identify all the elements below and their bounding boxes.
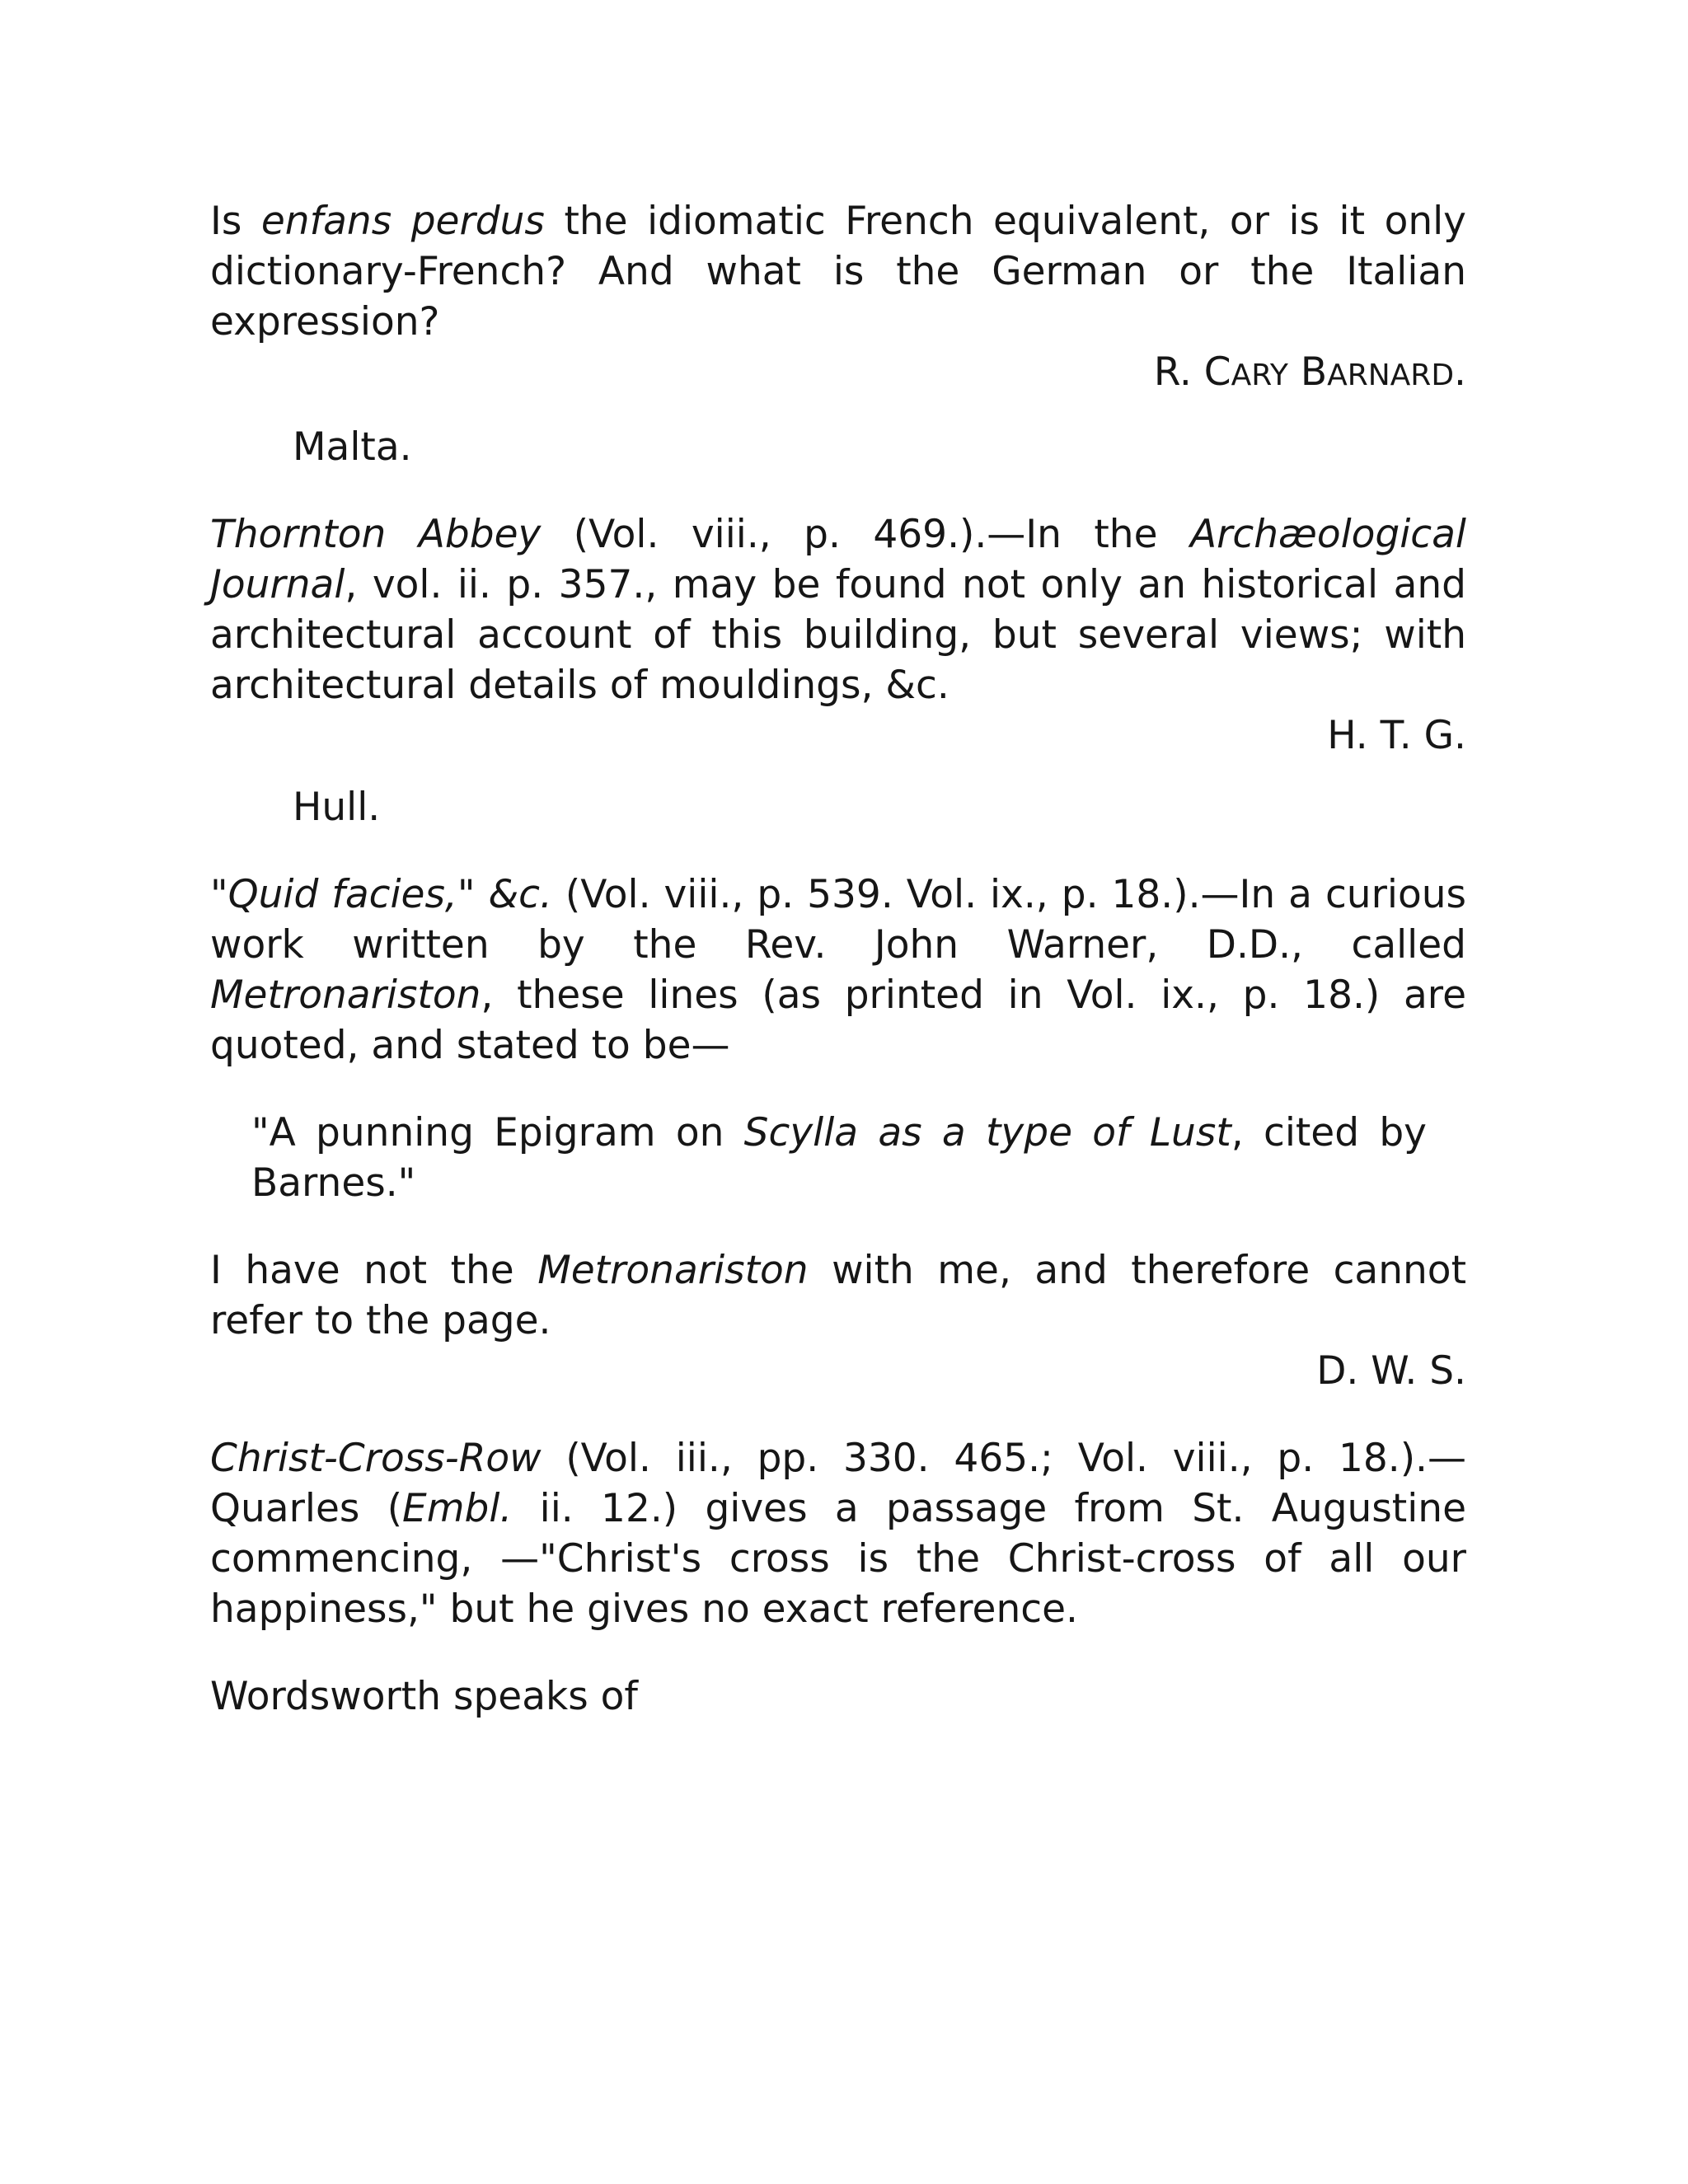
signature-part: B (1287, 349, 1328, 395)
signature-small-caps: ARNARD (1327, 359, 1455, 392)
text: (Vol. viii., p. 469.).—In the (541, 512, 1190, 557)
paragraph-wordsworth: Wordsworth speaks of (210, 1674, 638, 1719)
italic-journal: Archæological Journal (210, 512, 1466, 607)
italic-title: "Quid facies," &c. (210, 872, 552, 917)
text: (Vol. viii., p. 539. Vol. ix., p. 18.).—In a curious work written by the Rev. John Warner, D.D., called (210, 872, 1466, 968)
document-page (210, 196, 1466, 1722)
signature-dws: D. W. S. (1316, 1348, 1466, 1394)
italic-title: Christ-Cross-Row (210, 1436, 542, 1481)
signature-r-cary-barnard (210, 347, 1466, 401)
place-hull: Hull. (293, 785, 381, 830)
text: , these lines (as printed in Vol. ix., p. 18.) are quoted, and stated to be— (210, 972, 1466, 1068)
text: ii. 12.) gives a passage from St. Augustine commencing, —"Christ's cross is the Christ-cross of all our happiness," but he gives no exact reference. (210, 1486, 1466, 1632)
text: , vol. ii. p. 357., may be found not only an historical and architectural account of this building, but several views; with architectural details of mouldings, &c. (210, 562, 1466, 708)
signature-small-caps: ARY (1231, 359, 1288, 392)
place-malta: Malta. (293, 424, 412, 470)
italic-phrase: enfans perdus (260, 199, 545, 244)
italic-phrase: Scylla as a type of Lust (743, 1110, 1231, 1155)
block-quote (251, 1108, 1427, 1208)
text: with me, and therefore cannot refer to the page. (210, 1248, 1466, 1343)
italic-title: Thornton Abbey (210, 512, 542, 557)
italic-book-title: Metronariston (537, 1248, 809, 1293)
paragraph-christ-cross-row (210, 1433, 1466, 1634)
signature-part: R. C (1153, 349, 1231, 395)
text: , cited by Barnes." (251, 1110, 1427, 1206)
italic-abbrev: Embl. (402, 1486, 513, 1531)
paragraph-thornton-abbey (210, 509, 1466, 710)
signature-htg: H. T. G. (1327, 713, 1466, 758)
paragraph-metronariston (210, 1245, 1466, 1346)
italic-book-title: Metronariston (210, 972, 481, 1018)
text: the idiomatic French equivalent, or is it only dictionary-French? And what is the German or the Italian expression? (210, 199, 1466, 344)
text: Is (210, 199, 261, 244)
text: "A punning Epigram on (251, 1110, 744, 1155)
text: I have not the (210, 1248, 538, 1293)
paragraph-quid-facies (210, 869, 1466, 1071)
signature-part: . (1454, 349, 1466, 395)
paragraph-enfans-perdus (210, 196, 1466, 347)
text: (Vol. iii., pp. 330. 465.; Vol. viii., p. 18.).—Quarles ( (210, 1436, 1466, 1531)
